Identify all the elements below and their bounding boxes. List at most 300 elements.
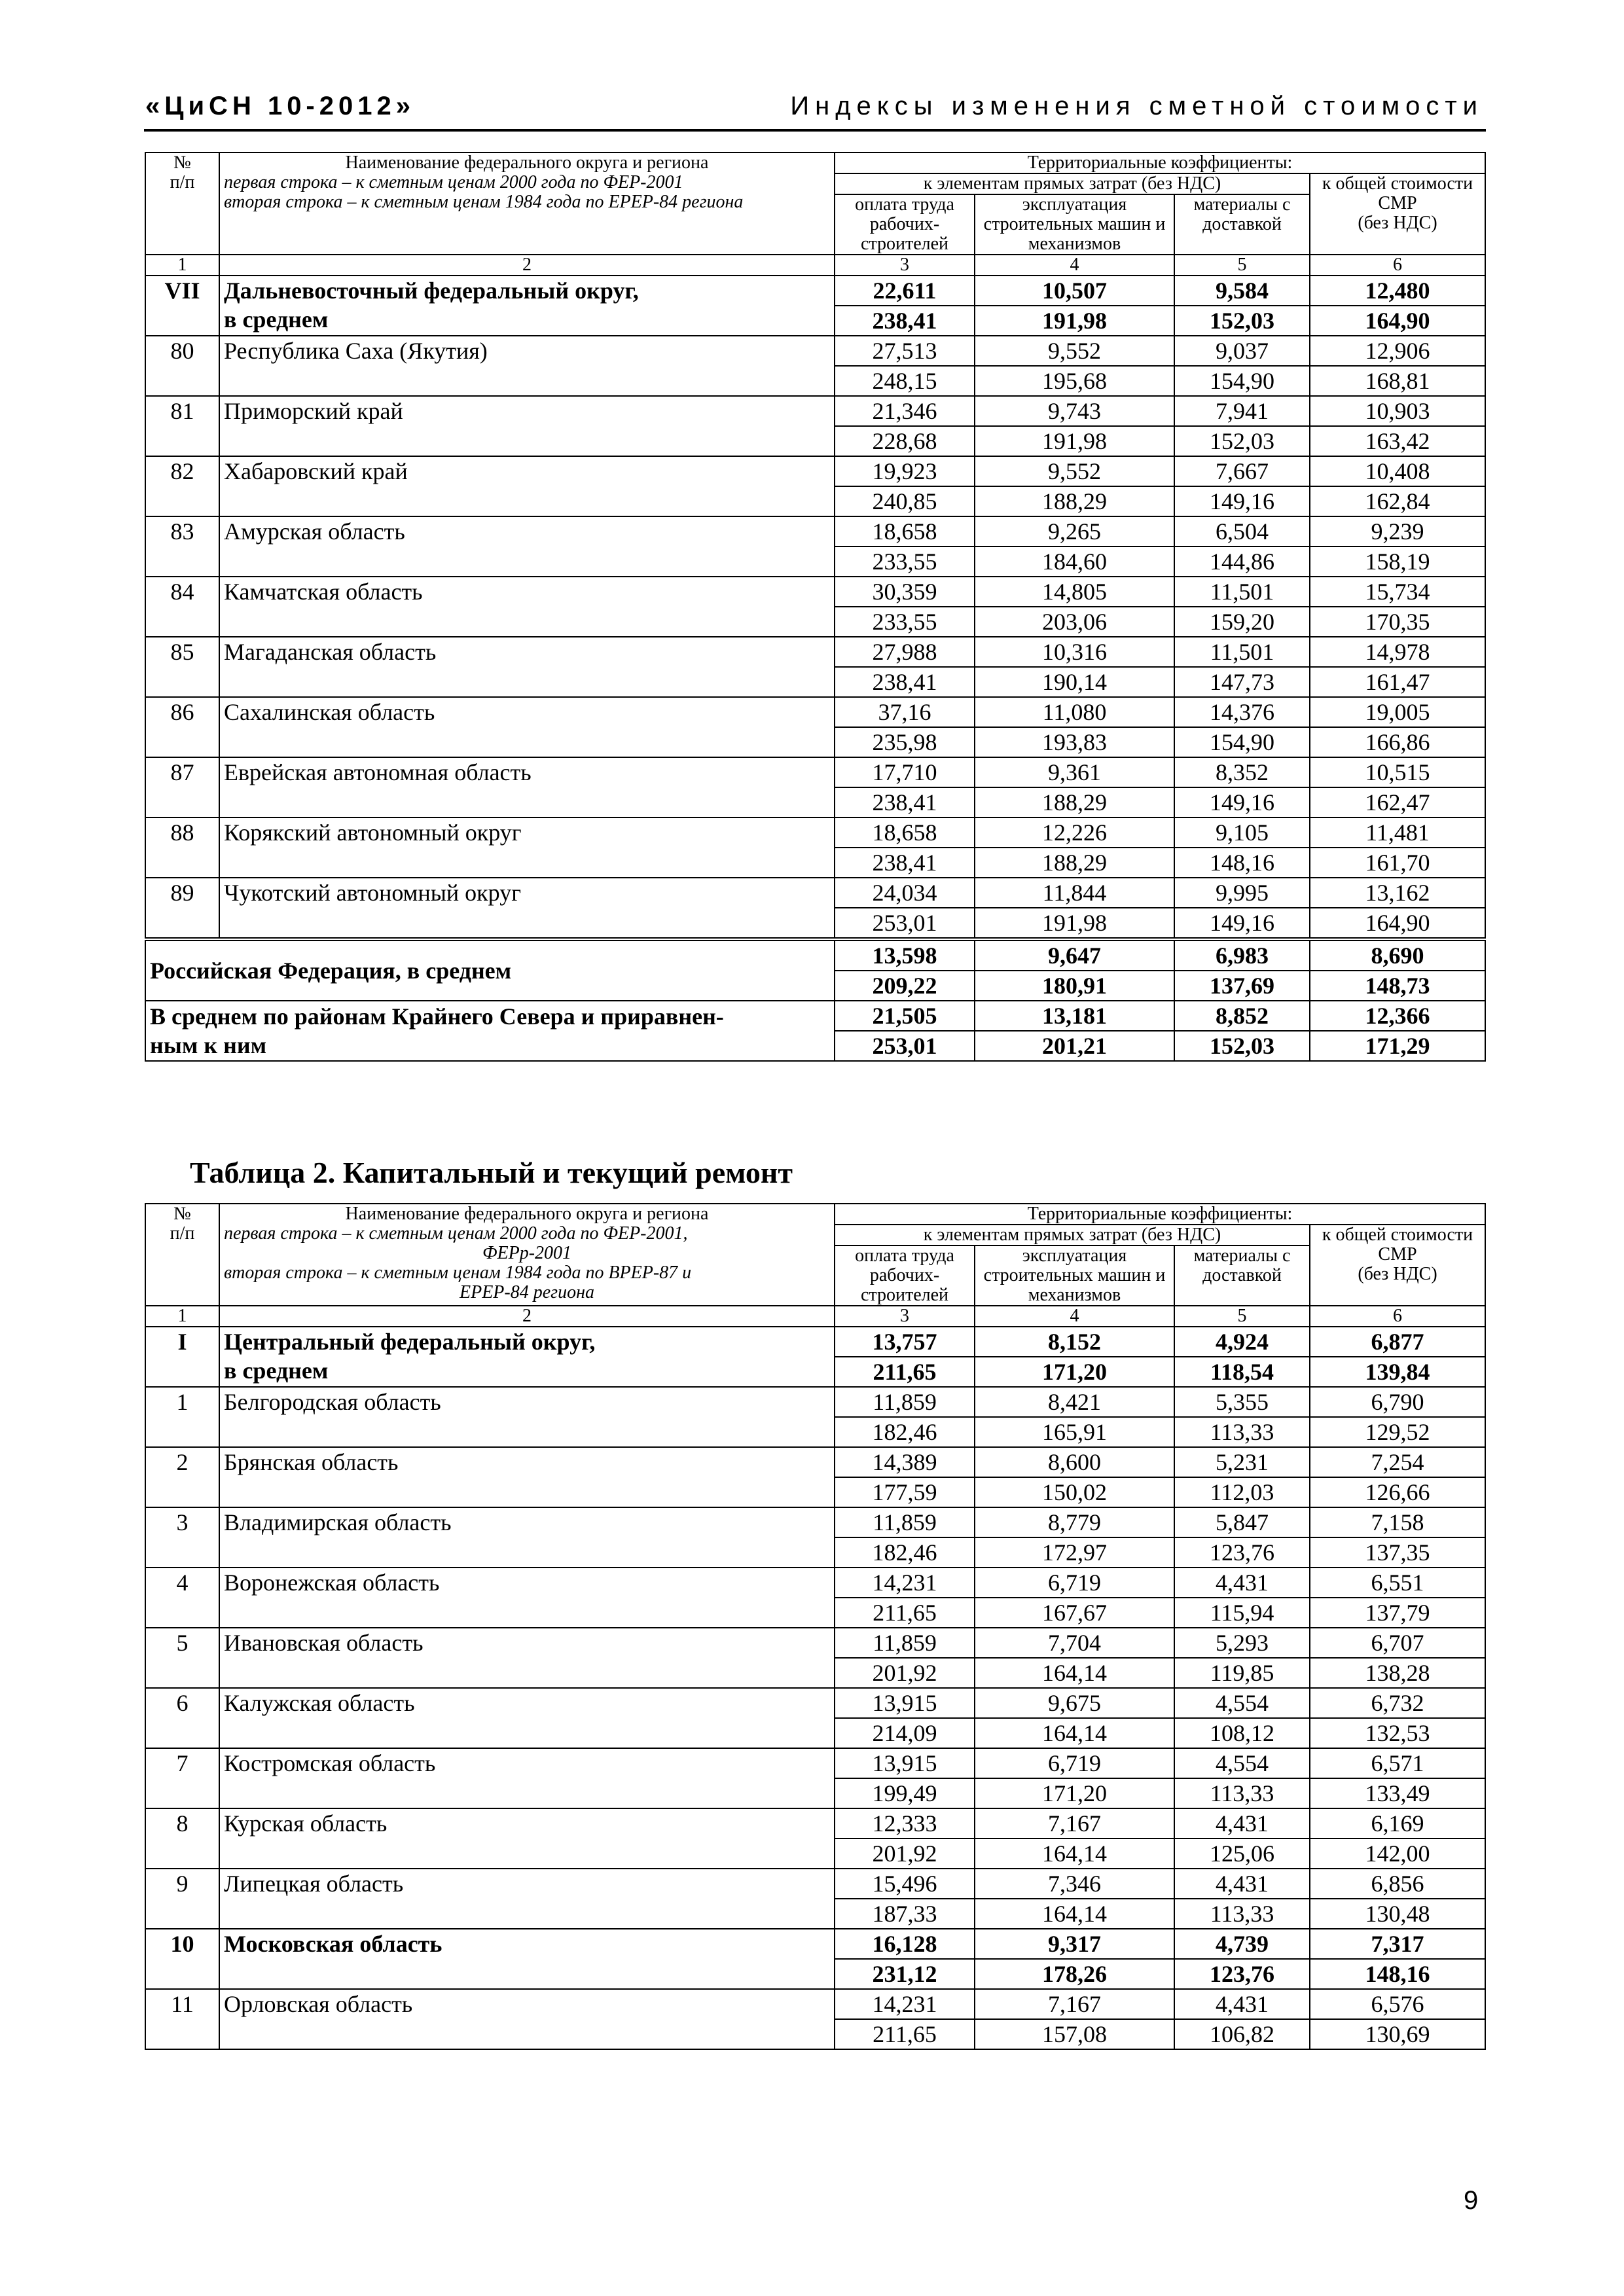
value-2000: 9,675 [975,1688,1174,1718]
table-row [145,1688,1485,1718]
value-2000: 9,647 [975,939,1174,971]
value-2000: 4,431 [1174,1808,1310,1839]
column-number: 2 [219,255,835,276]
row-number: 83 [145,516,219,577]
value-2000: 8,421 [975,1387,1174,1417]
region-name: Камчатская область [219,577,835,637]
table-row [145,697,1485,727]
table-row [145,878,1485,908]
summary-row [145,939,1485,971]
table-2-title: Таблица 2. Капитальный и текущий ремонт [190,1156,793,1189]
value-1984: 133,49 [1310,1778,1485,1808]
value-2000: 12,906 [1310,336,1485,366]
value-2000: 11,501 [1174,577,1310,607]
value-2000: 9,317 [975,1929,1174,1959]
value-2000: 4,431 [1174,1989,1310,2019]
column-number: 3 [835,1306,975,1327]
region-name: Магаданская область [219,637,835,697]
value-2000: 5,231 [1174,1447,1310,1477]
value-1984: 238,41 [835,667,975,697]
region-name: Липецкая область [219,1869,835,1929]
value-2000: 9,552 [975,336,1174,366]
column-number: 2 [219,1306,835,1327]
column-number: 5 [1174,255,1310,276]
value-2000: 7,667 [1174,456,1310,486]
value-2000: 7,346 [975,1869,1174,1899]
value-2000: 14,978 [1310,637,1485,667]
value-2000: 17,710 [835,757,975,787]
value-2000: 10,507 [975,276,1174,306]
header-name-title: Наименование федерального округа и региона [345,152,709,173]
value-2000: 9,239 [1310,516,1485,547]
value-1984: 149,16 [1174,787,1310,817]
value-1984: 130,69 [1310,2019,1485,2049]
row-number: 88 [145,817,219,878]
value-1984: 148,16 [1310,1959,1485,1989]
value-2000: 9,361 [975,757,1174,787]
value-2000: 6,719 [975,1568,1174,1598]
value-1984: 171,20 [975,1357,1174,1387]
row-number: 89 [145,878,219,939]
value-1984: 195,68 [975,366,1174,396]
value-2000: 19,923 [835,456,975,486]
value-1984: 137,69 [1174,971,1310,1001]
value-2000: 4,431 [1174,1869,1310,1899]
value-1984: 125,06 [1174,1839,1310,1869]
value-2000: 14,231 [835,1568,975,1598]
column-number: 1 [145,255,219,276]
value-1984: 172,97 [975,1537,1174,1568]
region-name: Костромская область [219,1748,835,1808]
value-1984: 162,84 [1310,486,1485,516]
value-1984: 162,47 [1310,787,1485,817]
value-2000: 6,169 [1310,1808,1485,1839]
value-1984: 201,92 [835,1839,975,1869]
region-name: Хабаровский край [219,456,835,516]
header-c3: оплата труда рабочих-строителей [835,194,975,255]
row-number: 6 [145,1688,219,1748]
value-2000: 4,924 [1174,1327,1310,1357]
value-2000: 8,600 [975,1447,1174,1477]
value-2000: 6,732 [1310,1688,1485,1718]
row-number: 10 [145,1929,219,1989]
value-1984: 149,16 [1174,908,1310,939]
value-2000: 27,988 [835,637,975,667]
value-1984: 182,46 [835,1537,975,1568]
row-number: 11 [145,1989,219,2049]
value-2000: 6,983 [1174,939,1310,971]
region-name: Московская область [219,1929,835,1989]
value-2000: 12,226 [975,817,1174,848]
value-2000: 15,734 [1310,577,1485,607]
value-2000: 30,359 [835,577,975,607]
header-row [145,1204,1485,1225]
region-name: Брянская область [219,1447,835,1507]
value-2000: 10,408 [1310,456,1485,486]
value-2000: 22,611 [835,276,975,306]
value-1984: 231,12 [835,1959,975,1989]
table-row [145,1808,1485,1839]
header-c5: материалы с доставкой [1174,194,1310,255]
value-1984: 188,29 [975,486,1174,516]
header-name [219,152,835,255]
value-1984: 115,94 [1174,1598,1310,1628]
value-1984: 119,85 [1174,1658,1310,1688]
row-number: 87 [145,757,219,817]
table-row [145,516,1485,547]
value-1984: 211,65 [835,2019,975,2049]
value-2000: 4,554 [1174,1748,1310,1778]
value-1984: 187,33 [835,1899,975,1929]
header-c3: оплата труда рабочих-строителей [835,1246,975,1306]
table-row [145,1447,1485,1477]
table-row [145,336,1485,366]
value-2000: 37,16 [835,697,975,727]
row-number: 4 [145,1568,219,1628]
value-1984: 164,90 [1310,306,1485,336]
value-1984: 235,98 [835,727,975,757]
value-1984: 123,76 [1174,1537,1310,1568]
value-1984: 170,35 [1310,607,1485,637]
value-2000: 27,513 [835,336,975,366]
value-1984: 191,98 [975,908,1174,939]
table-row [145,1507,1485,1537]
header-name-title: Наименование федерального округа и региона [345,1204,709,1224]
region-name: Воронежская область [219,1568,835,1628]
value-2000: 11,481 [1310,817,1485,848]
header-second-line-note: вторая строка – к сметным ценам 1984 года по ЕРЕР-84 региона [224,192,744,212]
row-number: 84 [145,577,219,637]
value-2000: 11,859 [835,1628,975,1658]
value-2000: 13,162 [1310,878,1485,908]
header-second-line-note: вторая строка – к сметным ценам 1984 года по ВРЕР-87 и [224,1263,692,1283]
summary-name: В среднем по районам Крайнего Севера и приравнен- ным к ним [145,1001,835,1061]
value-1984: 113,33 [1174,1899,1310,1929]
value-1984: 149,16 [1174,486,1310,516]
value-2000: 14,389 [835,1447,975,1477]
value-2000: 7,167 [975,1989,1174,2019]
value-1984: 171,29 [1310,1031,1485,1061]
value-2000: 6,719 [975,1748,1174,1778]
header-rule [144,129,1486,132]
row-number: 5 [145,1628,219,1688]
value-2000: 18,658 [835,516,975,547]
value-2000: 5,355 [1174,1387,1310,1417]
value-2000: 7,704 [975,1628,1174,1658]
value-2000: 8,779 [975,1507,1174,1537]
region-name: Корякский автономный округ [219,817,835,878]
value-2000: 6,877 [1310,1327,1485,1357]
header-total-cost: к общей стоимости СМР (без НДС) [1310,1225,1485,1306]
row-number: 86 [145,697,219,757]
row-number: 3 [145,1507,219,1568]
value-1984: 137,35 [1310,1537,1485,1568]
header-row [145,152,1485,173]
value-1984: 164,14 [975,1839,1174,1869]
header-c5: материалы с доставкой [1174,1246,1310,1306]
region-name: Калужская область [219,1688,835,1748]
value-1984: 112,03 [1174,1477,1310,1507]
value-2000: 9,584 [1174,276,1310,306]
value-2000: 12,333 [835,1808,975,1839]
table-row [145,577,1485,607]
value-2000: 7,158 [1310,1507,1485,1537]
value-2000: 10,515 [1310,757,1485,787]
value-2000: 7,317 [1310,1929,1485,1959]
value-1984: 142,00 [1310,1839,1485,1869]
value-1984: 211,65 [835,1598,975,1628]
value-2000: 12,366 [1310,1001,1485,1031]
value-2000: 13,181 [975,1001,1174,1031]
column-number: 3 [835,255,975,276]
column-number-row [145,1306,1485,1327]
header-c4: эксплуатация строительных машин и механизмов [975,1246,1174,1306]
value-1984: 154,90 [1174,727,1310,757]
value-2000: 11,844 [975,878,1174,908]
header-first-line-note: первая строка – к сметным ценам 2000 года по ФЕР-2001, [224,1223,688,1244]
value-2000: 14,376 [1174,697,1310,727]
value-2000: 8,152 [975,1327,1174,1357]
summary-row [145,1001,1485,1031]
value-1984: 191,98 [975,426,1174,456]
value-2000: 14,805 [975,577,1174,607]
value-1984: 137,79 [1310,1598,1485,1628]
row-number: 8 [145,1808,219,1869]
value-2000: 10,903 [1310,396,1485,426]
value-1984: 228,68 [835,426,975,456]
value-1984: 167,67 [975,1598,1174,1628]
value-1984: 159,20 [1174,607,1310,637]
value-1984: 180,91 [975,971,1174,1001]
value-2000: 7,254 [1310,1447,1485,1477]
value-2000: 6,504 [1174,516,1310,547]
value-1984: 152,03 [1174,306,1310,336]
row-number: 82 [145,456,219,516]
value-1984: 138,28 [1310,1658,1485,1688]
value-2000: 8,690 [1310,939,1485,971]
value-2000: 4,431 [1174,1568,1310,1598]
header-total-cost: к общей стоимости СМР (без НДС) [1310,173,1485,255]
value-1984: 123,76 [1174,1959,1310,1989]
row-number: 2 [145,1447,219,1507]
row-number: 81 [145,396,219,456]
value-2000: 6,790 [1310,1387,1485,1417]
value-1984: 148,16 [1174,848,1310,878]
value-1984: 152,03 [1174,426,1310,456]
value-1984: 168,81 [1310,366,1485,396]
value-1984: 164,14 [975,1658,1174,1688]
value-2000: 21,505 [835,1001,975,1031]
value-2000: 13,757 [835,1327,975,1357]
table-row [145,817,1485,848]
row-number: 1 [145,1387,219,1447]
region-name: Дальневосточный федеральный округ, в среднем [219,276,835,336]
header-direct-costs: к элементам прямых затрат (без НДС) [835,173,1310,194]
header-coefficients: Территориальные коэффициенты: [835,152,1485,173]
value-2000: 5,293 [1174,1628,1310,1658]
column-number: 4 [975,1306,1174,1327]
value-1984: 238,41 [835,787,975,817]
value-2000: 9,995 [1174,878,1310,908]
value-1984: 233,55 [835,547,975,577]
row-number: 80 [145,336,219,396]
value-2000: 6,707 [1310,1628,1485,1658]
value-1984: 164,14 [975,1718,1174,1748]
value-1984: 177,59 [835,1477,975,1507]
table-row [145,276,1485,306]
value-2000: 9,552 [975,456,1174,486]
value-1984: 106,82 [1174,2019,1310,2049]
value-1984: 164,90 [1310,908,1485,939]
region-name: Курская область [219,1808,835,1869]
value-2000: 12,480 [1310,276,1485,306]
table-row [145,456,1485,486]
value-2000: 11,859 [835,1507,975,1537]
value-1984: 184,60 [975,547,1174,577]
value-1984: 113,33 [1174,1417,1310,1447]
value-1984: 248,15 [835,366,975,396]
value-1984: 148,73 [1310,971,1485,1001]
value-2000: 5,847 [1174,1507,1310,1537]
table-row [145,757,1485,787]
value-1984: 163,42 [1310,426,1485,456]
page-number: 9 [1464,2186,1479,2215]
value-1984: 130,48 [1310,1899,1485,1929]
value-1984: 139,84 [1310,1357,1485,1387]
value-2000: 6,576 [1310,1989,1485,2019]
table-row [145,1869,1485,1899]
header-name [219,1204,835,1306]
value-1984: 191,98 [975,306,1174,336]
region-name: Орловская область [219,1989,835,2049]
value-2000: 4,739 [1174,1929,1310,1959]
header-second-line-note-cont: ЕРЕР-84 региона [460,1282,594,1302]
table-row [145,1568,1485,1598]
region-name: Чукотский автономный округ [219,878,835,939]
value-1984: 108,12 [1174,1718,1310,1748]
region-name: Центральный федеральный округ, в среднем [219,1327,835,1387]
value-2000: 11,501 [1174,637,1310,667]
value-1984: 188,29 [975,848,1174,878]
value-2000: 11,080 [975,697,1174,727]
value-2000: 6,856 [1310,1869,1485,1899]
header-coefficients: Территориальные коэффициенты: [835,1204,1485,1225]
table-row [145,1327,1485,1357]
region-name: Сахалинская область [219,697,835,757]
region-name: Еврейская автономная область [219,757,835,817]
table-row [145,396,1485,426]
value-2000: 16,128 [835,1929,975,1959]
value-1984: 188,29 [975,787,1174,817]
header-num: № п/п [145,152,219,255]
value-1984: 157,08 [975,2019,1174,2049]
value-1984: 150,02 [975,1477,1174,1507]
value-2000: 19,005 [1310,697,1485,727]
header-first-line-note: первая строка – к сметным ценам 2000 года по ФЕР-2001 [224,172,683,192]
header-first-line-note-cont: ФЕРр-2001 [482,1243,572,1263]
table-2-capital-repair [145,1203,1486,2050]
value-2000: 24,034 [835,878,975,908]
running-header-title: Индексы изменения сметной стоимости [790,92,1483,120]
value-1984: 164,14 [975,1899,1174,1929]
value-2000: 6,571 [1310,1748,1485,1778]
row-number: 85 [145,637,219,697]
value-2000: 6,551 [1310,1568,1485,1598]
value-2000: 9,265 [975,516,1174,547]
column-number: 5 [1174,1306,1310,1327]
table-row [145,1929,1485,1959]
value-2000: 18,658 [835,817,975,848]
value-2000: 10,316 [975,637,1174,667]
region-name: Ивановская область [219,1628,835,1688]
value-1984: 154,90 [1174,366,1310,396]
value-1984: 240,85 [835,486,975,516]
value-2000: 11,859 [835,1387,975,1417]
table-row [145,1989,1485,2019]
row-number: I [145,1327,219,1387]
value-1984: 171,20 [975,1778,1174,1808]
region-name: Владимирская область [219,1507,835,1568]
value-1984: 132,53 [1310,1718,1485,1748]
value-2000: 7,941 [1174,396,1310,426]
value-2000: 8,852 [1174,1001,1310,1031]
value-1984: 193,83 [975,727,1174,757]
summary-name: Российская Федерация, в среднем [145,939,835,1001]
value-1984: 165,91 [975,1417,1174,1447]
value-1984: 178,26 [975,1959,1174,1989]
value-1984: 161,47 [1310,667,1485,697]
value-2000: 13,598 [835,939,975,971]
value-1984: 144,86 [1174,547,1310,577]
value-2000: 21,346 [835,396,975,426]
value-1984: 152,03 [1174,1031,1310,1061]
value-2000: 15,496 [835,1869,975,1899]
value-2000: 9,037 [1174,336,1310,366]
table-row [145,1628,1485,1658]
value-1984: 214,09 [835,1718,975,1748]
region-name: Приморский край [219,396,835,456]
value-1984: 203,06 [975,607,1174,637]
value-1984: 201,21 [975,1031,1174,1061]
region-name: Белгородская область [219,1387,835,1447]
region-name: Республика Саха (Якутия) [219,336,835,396]
value-1984: 118,54 [1174,1357,1310,1387]
column-number: 6 [1310,1306,1485,1327]
value-1984: 253,01 [835,908,975,939]
header-direct-costs: к элементам прямых затрат (без НДС) [835,1225,1310,1246]
value-1984: 238,41 [835,848,975,878]
value-1984: 129,52 [1310,1417,1485,1447]
value-1984: 158,19 [1310,547,1485,577]
table-1-far-east [145,152,1486,1062]
column-number: 4 [975,255,1174,276]
value-2000: 8,352 [1174,757,1310,787]
value-1984: 199,49 [835,1778,975,1808]
header-c4: эксплуатация строительных машин и механизмов [975,194,1174,255]
value-1984: 166,86 [1310,727,1485,757]
value-2000: 7,167 [975,1808,1174,1839]
value-1984: 126,66 [1310,1477,1485,1507]
value-1984: 209,22 [835,971,975,1001]
table-row [145,1387,1485,1417]
value-1984: 147,73 [1174,667,1310,697]
running-header-code: «ЦиСН 10-2012» [145,92,415,120]
value-2000: 13,915 [835,1688,975,1718]
value-2000: 9,743 [975,396,1174,426]
value-2000: 9,105 [1174,817,1310,848]
value-2000: 4,554 [1174,1688,1310,1718]
value-1984: 113,33 [1174,1778,1310,1808]
